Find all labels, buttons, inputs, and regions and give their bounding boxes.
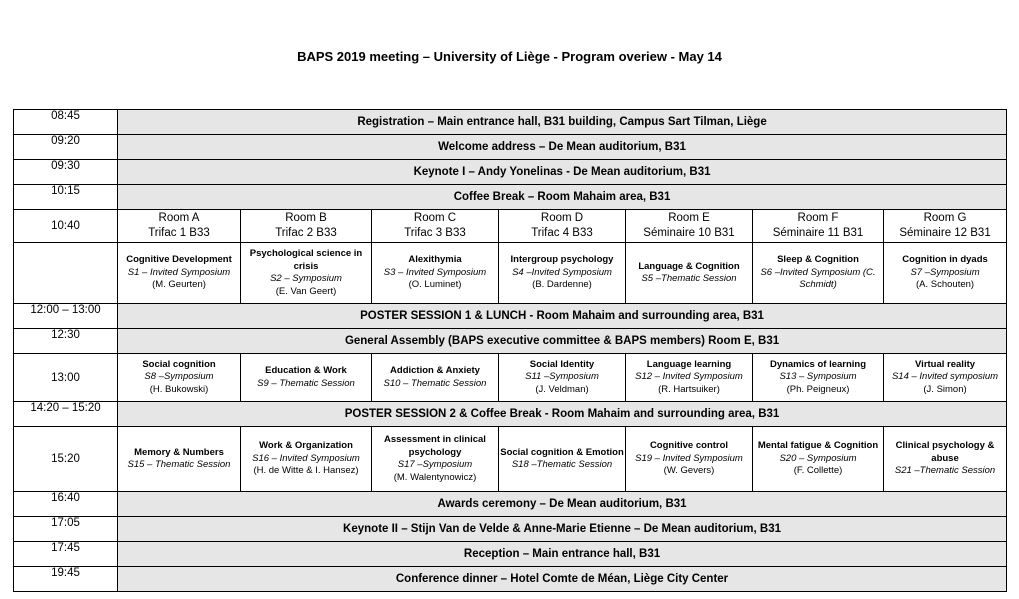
session-chair: (A. Schouten) xyxy=(915,279,975,291)
session-row xyxy=(14,243,1007,304)
session-type: S21 –Thematic Session xyxy=(894,465,996,477)
session-cell xyxy=(626,243,753,304)
session-type: S19 – Invited Symposium xyxy=(635,452,743,464)
room-header xyxy=(241,210,372,243)
session-row xyxy=(14,427,1007,492)
session-chair: (J. Simon) xyxy=(923,383,967,395)
schedule-row xyxy=(14,517,1007,542)
session-cell xyxy=(118,427,241,492)
session-cell xyxy=(499,354,626,402)
schedule-row xyxy=(14,160,1007,185)
room-location: Trifac 4 B33 xyxy=(531,227,593,239)
session-chair: (M. Geurten) xyxy=(152,279,206,291)
session-title: Dynamics of learning xyxy=(769,358,867,370)
plenary-event: Conference dinner – Hotel Comte de Méan, Liège City Center xyxy=(118,567,1007,592)
program-table xyxy=(13,109,1007,592)
room-location: Trifac 3 B33 xyxy=(404,227,466,239)
session-cell xyxy=(626,354,753,402)
session-row xyxy=(14,354,1007,402)
session-type: S2 – Symposium xyxy=(270,273,342,284)
session-title: Cognition in dyads xyxy=(902,254,988,266)
session-type: S18 –Thematic Session xyxy=(511,459,613,470)
time-cell: 13:00 xyxy=(14,354,118,402)
session-title: Sleep & Cognition xyxy=(777,254,859,266)
room-location: Séminaire 10 B31 xyxy=(643,227,735,239)
session-title: Psychological science in crisis xyxy=(249,248,363,272)
room-name: Room B xyxy=(285,212,327,224)
time-cell: 14:20 – 15:20 xyxy=(14,402,118,427)
session-type: S14 – Invited symposium xyxy=(891,371,999,383)
session-cell xyxy=(884,354,1007,402)
room-header xyxy=(499,210,626,243)
session-type: S3 – Invited Symposium xyxy=(383,266,487,278)
session-cell xyxy=(626,427,753,492)
session-cell xyxy=(372,243,499,304)
session-type: S4 –Invited Symposium xyxy=(512,266,612,278)
session-type: S5 –Thematic Session xyxy=(641,273,737,284)
room-name: Room G xyxy=(923,212,967,224)
session-type: S20 – Symposium xyxy=(779,452,857,464)
session-chair: (B. Dardenne) xyxy=(532,279,592,291)
plenary-event: Reception – Main entrance hall, B31 xyxy=(118,542,1007,567)
session-title: Assessment in clinical psychology xyxy=(384,434,486,458)
session-cell xyxy=(753,243,884,304)
room-header xyxy=(372,210,499,243)
session-type: S13 – Symposium xyxy=(779,371,857,383)
schedule-row xyxy=(14,304,1007,329)
session-chair: (E. Van Geert) xyxy=(275,285,337,297)
session-chair: (M. Walentynowicz) xyxy=(393,471,477,483)
schedule-row xyxy=(14,567,1007,592)
session-cell xyxy=(372,354,499,402)
session-title: Social cognition & Emotion xyxy=(500,446,624,458)
room-name: Room C xyxy=(413,212,457,224)
room-location: Séminaire 11 B31 xyxy=(772,227,864,239)
session-cell xyxy=(753,427,884,492)
session-title: Cognitive control xyxy=(649,440,729,452)
page-title: BAPS 2019 meeting – University of Liège - Program overiew - May 14 xyxy=(297,49,722,64)
session-type: S12 – Invited Symposium xyxy=(635,371,743,383)
room-name: Room D xyxy=(540,212,584,224)
room-location: Séminaire 12 B31 xyxy=(899,227,991,239)
session-chair: (W. Gevers) xyxy=(663,465,715,477)
session-type: S16 – Invited Symposium xyxy=(252,452,360,464)
session-type: S15 – Thematic Session xyxy=(127,459,231,470)
session-title: Mental fatigue & Cognition xyxy=(757,440,879,452)
room-header xyxy=(626,210,753,243)
session-type: S6 –Invited Symposium (C. Schmidt) xyxy=(760,266,876,291)
schedule-row xyxy=(14,185,1007,210)
session-chair: (R. Hartsuiker) xyxy=(658,383,720,395)
session-cell xyxy=(884,427,1007,492)
plenary-event: Keynote II – Stijn Van de Velde & Anne-Marie Etienne – De Mean auditorium, B31 xyxy=(118,517,1007,542)
schedule-row xyxy=(14,492,1007,517)
schedule-row xyxy=(14,542,1007,567)
session-cell xyxy=(241,243,372,304)
room-header-row xyxy=(14,210,1007,243)
room-name: Room E xyxy=(668,212,710,224)
plenary-event: Awards ceremony – De Mean auditorium, B31 xyxy=(118,492,1007,517)
time-cell: 16:40 xyxy=(14,492,118,517)
room-location: Trifac 1 B33 xyxy=(148,227,210,239)
plenary-event: Welcome address – De Mean auditorium, B31 xyxy=(118,135,1007,160)
time-cell: 19:45 xyxy=(14,567,118,592)
schedule-row xyxy=(14,402,1007,427)
session-title: Memory & Numbers xyxy=(134,446,224,458)
time-cell: 10:15 xyxy=(14,185,118,210)
schedule-row xyxy=(14,135,1007,160)
session-title: Education & Work xyxy=(265,365,347,376)
session-title: Language learning xyxy=(646,358,732,370)
session-title: Virtual reality xyxy=(915,358,976,370)
session-chair: (Ph. Peigneux) xyxy=(786,383,850,395)
session-type: S7 –Symposium xyxy=(910,266,980,278)
schedule-row xyxy=(14,110,1007,135)
session-title: Social Identity xyxy=(529,358,595,370)
session-type: S17 –Symposium xyxy=(397,459,473,470)
session-type: S8 –Symposium xyxy=(144,371,214,383)
time-cell: 09:20 xyxy=(14,135,118,160)
plenary-event: General Assembly (BAPS executive committee & BAPS members) Room E, B31 xyxy=(118,329,1007,354)
time-cell: 09:30 xyxy=(14,160,118,185)
plenary-event: POSTER SESSION 2 & Coffee Break - Room Mahaim and surrounding area, B31 xyxy=(118,402,1007,427)
session-type: S1 – Invited Symposium xyxy=(127,266,231,278)
session-cell xyxy=(241,354,372,402)
plenary-event: Keynote I – Andy Yonelinas - De Mean auditorium, B31 xyxy=(118,160,1007,185)
session-chair: (F. Collette) xyxy=(793,465,843,477)
session-title: Intergroup psychology xyxy=(510,254,614,266)
plenary-event: Coffee Break – Room Mahaim area, B31 xyxy=(118,185,1007,210)
session-chair: (H. de Witte & I. Hansez) xyxy=(253,465,359,477)
time-cell: 17:05 xyxy=(14,517,118,542)
session-title: Language & Cognition xyxy=(638,260,740,272)
session-cell xyxy=(499,243,626,304)
session-cell xyxy=(241,427,372,492)
session-title: Alexithymia xyxy=(408,254,462,266)
plenary-event: Registration – Main entrance hall, B31 building, Campus Sart Tilman, Liège xyxy=(118,110,1007,135)
session-cell xyxy=(753,354,884,402)
session-cell xyxy=(884,243,1007,304)
session-chair: (O. Luminet) xyxy=(408,279,462,291)
time-cell: 08:45 xyxy=(14,110,118,135)
session-title: Work & Organization xyxy=(259,440,353,452)
room-header xyxy=(753,210,884,243)
session-title: Cognitive Development xyxy=(126,254,232,266)
session-title: Addiction & Anxiety xyxy=(390,365,480,376)
session-type: S10 – Thematic Session xyxy=(383,377,487,389)
session-cell xyxy=(118,243,241,304)
session-cell xyxy=(118,354,241,402)
room-name: Room F xyxy=(797,212,839,224)
room-location: Trifac 2 B33 xyxy=(275,227,337,239)
session-chair: (J. Veldman) xyxy=(535,383,589,395)
time-cell: 15:20 xyxy=(14,427,118,492)
time-cell xyxy=(14,243,118,304)
session-type: S11 –Symposium xyxy=(525,371,599,383)
room-header xyxy=(118,210,241,243)
session-type: S9 – Thematic Session xyxy=(257,377,355,389)
time-cell: 17:45 xyxy=(14,542,118,567)
time-cell: 12:30 xyxy=(14,329,118,354)
session-title: Social cognition xyxy=(142,358,216,370)
session-cell xyxy=(499,427,626,492)
session-chair: (H. Bukowski) xyxy=(149,383,209,395)
session-title: Clinical psychology & abuse xyxy=(895,440,995,464)
session-cell xyxy=(372,427,499,492)
plenary-event: POSTER SESSION 1 & LUNCH - Room Mahaim and surrounding area, B31 xyxy=(118,304,1007,329)
time-cell: 12:00 – 13:00 xyxy=(14,304,118,329)
room-header xyxy=(884,210,1007,243)
time-cell: 10:40 xyxy=(14,210,118,243)
schedule-row xyxy=(14,329,1007,354)
room-name: Room A xyxy=(158,212,200,224)
